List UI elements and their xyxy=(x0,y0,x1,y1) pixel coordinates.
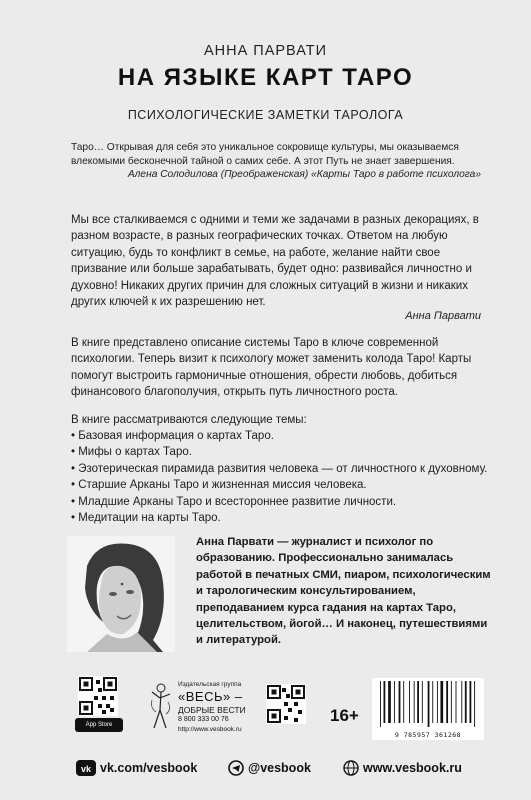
barcode-bars-icon xyxy=(378,681,478,727)
vk-icon xyxy=(76,760,96,776)
qr-code-app[interactable] xyxy=(78,676,118,716)
author-bio: Анна Парвати — журналист и психолог по образованию. Профессионально занималась работой в печатных СМИ, пиаром, психологическим и тарологическим консультированием, преподаванием курса гадания на картах Таро, целительством, йогой… И наконец, путешествиями и литературой. xyxy=(196,536,491,647)
publisher-name: «ВЕСЬ» – xyxy=(178,689,243,704)
list-item: • Старшие Арканы Таро и жизненная миссия человека. xyxy=(71,479,367,492)
isbn-barcode xyxy=(372,678,484,740)
telegram-link[interactable] xyxy=(228,760,311,776)
book-description: В книге представлено описание системы Таро в ключе современной психологии. Теперь визит к психологу может заменить колода Таро! Карты помогут выстроить гармоничные отношения, обрести любовь, добиться финансового благополучия, открыть путь личностного роста. xyxy=(71,337,472,399)
telegram-label: @vesbook xyxy=(248,761,311,775)
book-title: НА ЯЗЫКЕ КАРТ ТАРО xyxy=(117,64,414,91)
svg-text:vk: vk xyxy=(80,764,92,774)
globe-icon xyxy=(343,760,359,776)
telegram-icon xyxy=(228,760,244,776)
topics-list xyxy=(71,428,491,526)
footer-social-row xyxy=(0,754,531,786)
publisher-block xyxy=(146,676,261,738)
website-link[interactable] xyxy=(343,760,462,776)
list-item: • Медитации на карты Таро. xyxy=(71,512,221,525)
list-item: • Эзотерическая пирамида развития человека — от личностного к духовному. xyxy=(71,462,488,475)
author-quote: Мы все сталкиваемся с одними и теми же задачами в разных декорациях, в разном возрасте, в разных географических точках. Ответом на любую ситуацию, будь то конфликт в семье, на работе, желание найти свое призвание или больше зарабатывать, будет одно: развивайся личностно и духовно! Никаких других причин для сложных ситуаций в жизни и никаких других ключей к их разрешению нет. xyxy=(71,214,479,309)
age-rating-badge: 16+ xyxy=(330,706,359,725)
list-item: • Младшие Арканы Таро и всестороннее развитие личности. xyxy=(71,495,397,508)
vk-link[interactable] xyxy=(76,760,197,776)
author-photo xyxy=(67,536,175,652)
app-store-badge[interactable]: App Store xyxy=(75,718,123,732)
topics-heading: В книге рассматриваются следующие темы: xyxy=(71,414,307,426)
publisher-url[interactable]: http://www.vesbook.ru xyxy=(178,726,242,733)
barcode-number: 9 785957 361268 xyxy=(394,731,462,739)
epigraph-attribution: Алена Солодилова (Преображенская) «Карты Таро в работе психолога» xyxy=(127,169,481,180)
list-item: • Базовая информация о картах Таро. xyxy=(71,430,274,442)
website-label: www.vesbook.ru xyxy=(363,761,462,775)
publisher-logo-icon xyxy=(148,680,174,734)
publisher-phone: 8 800 333 00 76 xyxy=(178,716,229,723)
publisher-tagline: ДОБРЫЕ ВЕСТИ xyxy=(178,705,246,715)
author-quote-attribution: Анна Парвати xyxy=(405,310,481,322)
publisher-group: Издательская группа xyxy=(178,681,242,688)
book-subtitle: ПСИХОЛОГИЧЕСКИЕ ЗАМЕТКИ ТАРОЛОГА xyxy=(127,108,404,122)
list-item: • Мифы о картах Таро. xyxy=(71,446,192,459)
qr-code-site[interactable] xyxy=(266,684,306,724)
epigraph-text: Таро… Открывая для себя это уникальное сокровище культуры, мы оказываемся влекомыми бесконечной тайной о самих себе. А этот Путь не знает завершения. xyxy=(71,142,459,167)
vk-label: vk.com/vesbook xyxy=(100,761,198,775)
author-name: АННА ПАРВАТИ xyxy=(203,43,328,59)
